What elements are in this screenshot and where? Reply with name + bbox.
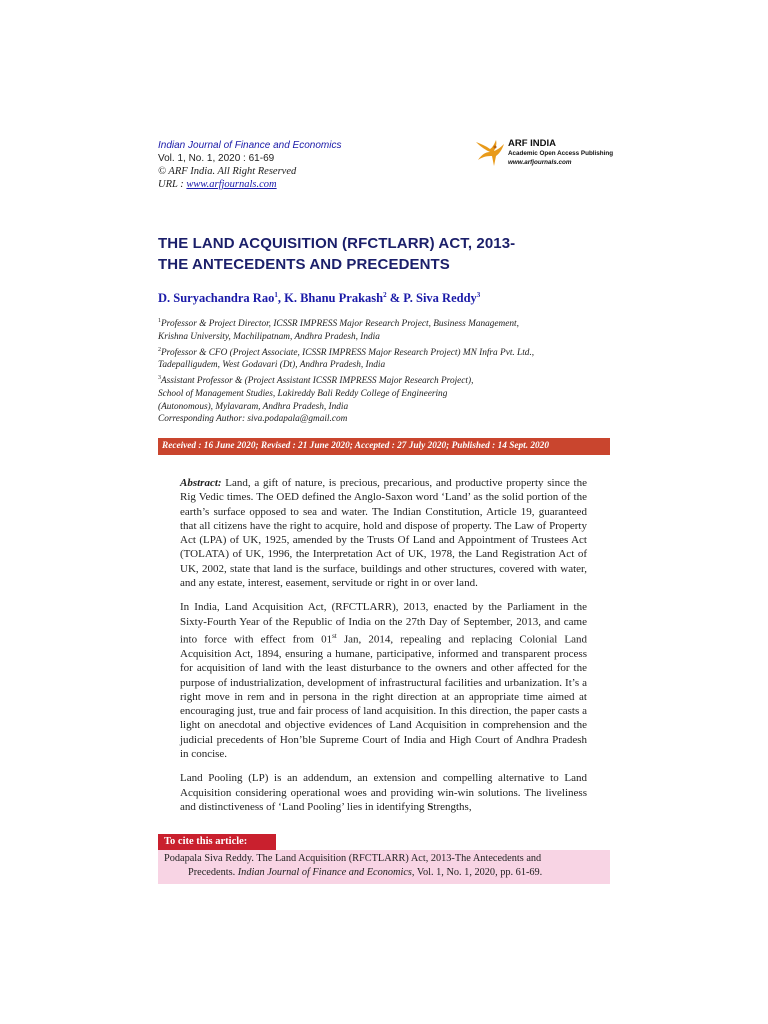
affiliations bbox=[158, 315, 598, 426]
paper-title bbox=[158, 233, 515, 275]
affiliation-text: Professor & CFO (Project Associate, ICSSR IMPRESS Major Research Project) MN Infra Pvt. Ltd., bbox=[161, 347, 535, 358]
citation-box bbox=[158, 850, 610, 884]
journal-copyright: © ARF India. All Right Reserved bbox=[158, 166, 297, 177]
affiliation-text: Professor & Project Director, ICSSR IMPRESS Major Research Project, Business Management, bbox=[161, 319, 519, 330]
affiliation-sup: 2 bbox=[158, 346, 161, 353]
journal-url-line bbox=[158, 178, 341, 191]
author-3-sup: 3 bbox=[476, 291, 481, 299]
title-line-2: THE ANTECEDENTS AND PRECEDENTS bbox=[158, 256, 450, 273]
author-list bbox=[158, 291, 480, 306]
affiliation-line: Krishna University, Machilipatnam, Andhra Pradesh, India bbox=[158, 331, 380, 342]
abstract-paragraph-3 bbox=[180, 771, 587, 814]
cite-heading: To cite this article: bbox=[158, 834, 276, 850]
corresponding-author: Corresponding Author: siva.podapala@gmail.com bbox=[158, 414, 348, 425]
publisher-logo bbox=[472, 138, 622, 178]
journal-volume: Vol. 1, No. 1, 2020 : 61-69 bbox=[158, 153, 275, 164]
affiliation-line bbox=[158, 372, 598, 388]
publisher-name: ARF INDIA bbox=[508, 138, 557, 149]
affiliation-line bbox=[158, 315, 598, 331]
abstract-paragraph-2 bbox=[180, 600, 587, 761]
affiliation-sup: 3 bbox=[158, 375, 161, 381]
author-separator: , bbox=[277, 291, 285, 306]
author-1-sup: 1 bbox=[274, 291, 278, 299]
author-2-sup: 2 bbox=[383, 291, 387, 299]
publisher-url: www.arfjournals.com bbox=[508, 159, 572, 166]
abstract-text: In India, Land Acquisition Act, (RFCTLARR), 2013, enacted by the Parliament in the Sixty-Fourth Year of the Republic of India on the 27th Day of September, 2013, and came into force with effect from 01 bbox=[180, 601, 587, 646]
phoenix-logo-icon bbox=[472, 138, 506, 168]
journal-header bbox=[158, 139, 341, 191]
bold-letter: S bbox=[427, 800, 434, 813]
title-line-1: THE LAND ACQUISITION (RFCTLARR) ACT, 2013- bbox=[158, 235, 516, 252]
journal-url-link[interactable]: www.arfjournals.com bbox=[186, 179, 277, 190]
abstract-text: Land Pooling (LP) is an addendum, an extension and compelling alternative to Land Acquisition considering operational woes and providing win-win solutions. The liveliness and distinctiveness of ‘Land Pooling’ lies in identifying bbox=[180, 772, 587, 813]
journal-name: Indian Journal of Finance and Economics bbox=[158, 140, 342, 151]
author-2: K. Bhanu Prakash bbox=[284, 291, 384, 306]
affiliation-line: (Autonomous), Mylavaram, Andhra Pradesh, India bbox=[158, 401, 349, 412]
abstract-text: Land, a gift of nature, is precious, precarious, and productive property since the Rig Vedic times. The OED defined the Anglo-Saxon word ‘Land’ as the solid portion of the earth’s surface opposed to sea and water. The Indian Constitution, Article 19, guaranteed that all citizens have the right to acquire, hold and dispose of property. The Law of Property Act (LPA) of UK, 1925, amended by the Trusts Of Land and Appointment of Trustees Act (TOLATA) of UK, 1996, the Interpretation Act of UK, 1978, the Land Registration Act of UK, 2002, state that land is the surface, buildings and other structures, covered with water, and any estate, interest, easement, servitude or right in or over land. bbox=[180, 477, 587, 590]
affiliation-line bbox=[158, 344, 598, 360]
citation-journal: Indian Journal of Finance and Economics bbox=[237, 867, 412, 878]
ordinal-sup: st bbox=[332, 631, 337, 640]
publisher-tagline: Academic Open Access Publishing bbox=[508, 150, 614, 157]
abstract-text: Jan, 2014, repealing and replacing Colonial Land Acquisition Act, 1894, ensuring a humane, participative, informed and transparent process for acquisition of land with the least disturbance to the owners and other affected for the purpose of industrialization, development of infrastructural facilities and urbanization. It’s a right move in rem and in persona in the right direction at an appropriate time aimed at encouraging just, true and fair process of land acquisition. In this direction, the paper casts a light on anecdotal and objective evidences of Land Acquisition in comprehension and the judicial precedents of Hon’ble Supreme Court of India and High Court of Andhra Pradesh in concise. bbox=[180, 633, 587, 760]
affiliation-text: Assistant Professor & (Project Assistant ICSSR IMPRESS Major Research Project), bbox=[161, 376, 474, 387]
citation-line-1: Podapala Siva Reddy. The Land Acquisition (RFCTLARR) Act, 2013-The Antecedents and bbox=[164, 853, 542, 864]
affiliation-line: Tadepalligudem, West Godavari (Dt), Andhra Pradesh, India bbox=[158, 360, 386, 371]
affiliation-line: School of Management Studies, Lakireddy Bali Reddy College of Engineering bbox=[158, 388, 448, 399]
author-separator: & bbox=[386, 291, 404, 306]
affiliation-sup: 1 bbox=[158, 318, 161, 324]
url-label: URL : bbox=[158, 179, 187, 190]
citation-line-2 bbox=[164, 866, 606, 880]
author-3: P. Siva Reddy bbox=[403, 291, 477, 306]
author-1: D. Suryachandra Rao bbox=[158, 291, 275, 306]
abstract-text: trengths, bbox=[433, 800, 472, 813]
abstract-paragraph-1 bbox=[180, 476, 587, 590]
citation-text: Precedents. bbox=[188, 867, 238, 878]
abstract-label: Abstract: bbox=[180, 477, 222, 489]
publication-dates-bar: Received : 16 June 2020; Revised : 21 June 2020; Accepted : 27 July 2020; Published : 14 Sept. 2020 bbox=[158, 438, 610, 455]
citation-text: , Vol. 1, No. 1, 2020, pp. 61-69. bbox=[411, 867, 543, 878]
abstract-body bbox=[180, 476, 587, 824]
